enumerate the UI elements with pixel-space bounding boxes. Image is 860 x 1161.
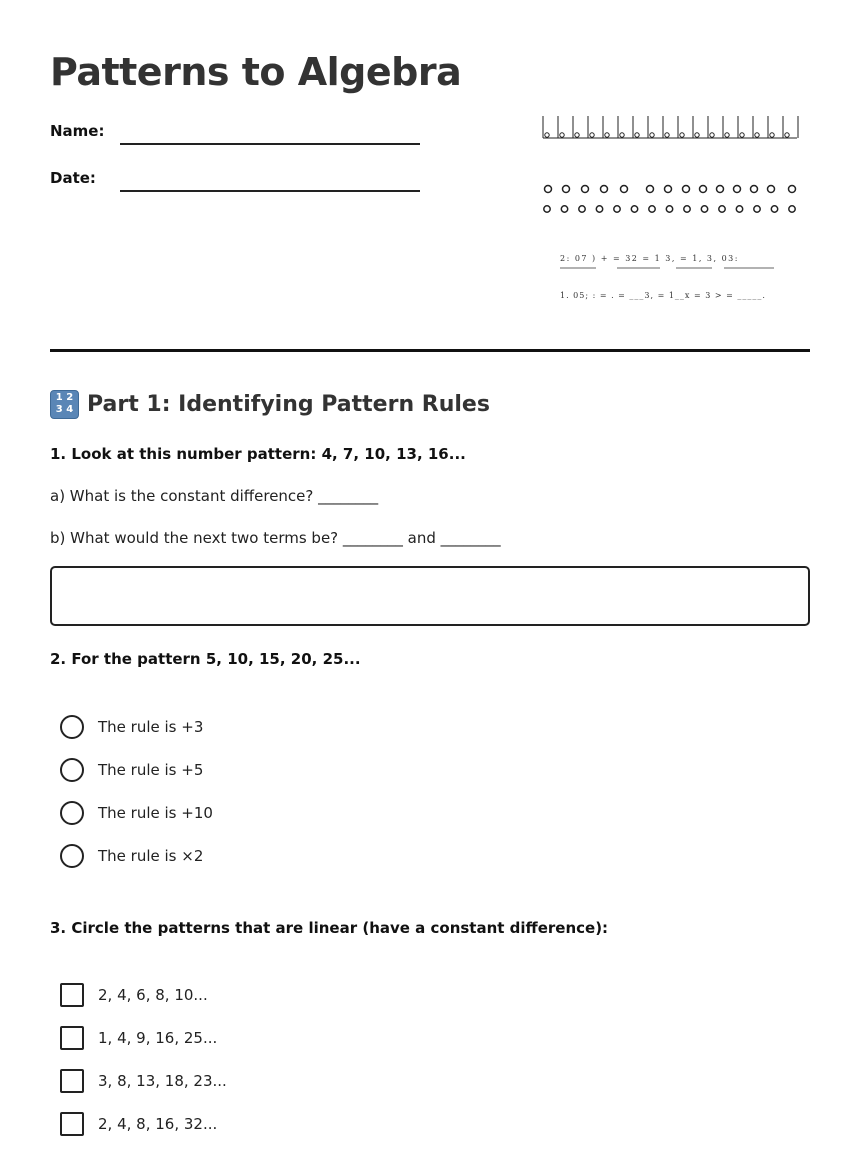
pattern-dot (751, 186, 758, 193)
q1-part-b: b) What would the next two terms be? ________ and ________ (50, 529, 501, 547)
pattern-dot (789, 206, 795, 212)
option-label: 1, 4, 9, 16, 25... (98, 1029, 218, 1047)
pattern-dot (544, 206, 550, 212)
ruler-mark (650, 133, 654, 137)
pattern-dot (771, 206, 777, 212)
q3-title: 3. Circle the patterns that are linear (have a constant difference): (50, 919, 609, 937)
radio-button[interactable] (60, 801, 84, 825)
pattern-dot (545, 186, 552, 193)
ruler-mark (590, 133, 594, 137)
ruler-mark (695, 133, 699, 137)
pattern-dot (596, 206, 602, 212)
option-label: The rule is +5 (98, 761, 204, 779)
dot-row-top (545, 186, 796, 193)
worksheet-title: Patterns to Algebra (50, 50, 462, 94)
option-label: The rule is +3 (98, 718, 204, 736)
q2-option[interactable] (60, 715, 203, 739)
dot-row-bottom (544, 206, 795, 212)
q1-answer-box[interactable] (50, 566, 810, 626)
pattern-dot (563, 186, 570, 193)
name-label: Name: (50, 122, 105, 140)
checkbox[interactable] (60, 1112, 84, 1136)
pattern-dot (717, 186, 724, 193)
option-label: The rule is ×2 (98, 847, 204, 865)
q2-title: 2. For the pattern 5, 10, 15, 20, 25... (50, 650, 361, 668)
pattern-dot (649, 206, 655, 212)
ruler-mark (605, 133, 609, 137)
radio-button[interactable] (60, 715, 84, 739)
pattern-dot (683, 186, 690, 193)
pattern-dot (754, 206, 760, 212)
pattern-dot (700, 186, 707, 193)
equation-line-2: 1. 05; : = . = ___3, = 1__x = 3 > = _____. (560, 291, 766, 300)
pattern-illustration (540, 112, 810, 312)
ruler-mark (740, 133, 744, 137)
ruler-mark (755, 133, 759, 137)
pattern-dot (614, 206, 620, 212)
q3-option[interactable] (60, 1112, 217, 1136)
ruler-mark (680, 133, 684, 137)
radio-button[interactable] (60, 844, 84, 868)
ruler-mark (770, 133, 774, 137)
q2-option[interactable] (60, 758, 203, 782)
ruler-mark (725, 133, 729, 137)
ruler-mark (710, 133, 714, 137)
ruler-mark (620, 133, 624, 137)
equation-line-1: 2: 07 ) + = 32 = 1 3, = 1, 3, 03: (560, 254, 739, 263)
pattern-dot (701, 206, 707, 212)
pattern-dot (736, 206, 742, 212)
option-label: 2, 4, 8, 16, 32... (98, 1115, 218, 1133)
ruler-mark (635, 133, 639, 137)
name-line[interactable] (120, 143, 420, 145)
pattern-dot (789, 186, 796, 193)
pattern-dot (684, 206, 690, 212)
option-label: 3, 8, 13, 18, 23... (98, 1072, 227, 1090)
q1-title: 1. Look at this number pattern: 4, 7, 10, 13, 16... (50, 445, 466, 463)
pattern-dot (631, 206, 637, 212)
option-label: 2, 4, 6, 8, 10... (98, 986, 208, 1004)
pattern-dot (561, 206, 567, 212)
ruler-mark (665, 133, 669, 137)
q2-option[interactable] (60, 801, 213, 825)
pattern-dot (734, 186, 741, 193)
numbers-icon: 1 2 3 4 (50, 390, 79, 419)
q3-option[interactable] (60, 1069, 227, 1093)
checkbox[interactable] (60, 1069, 84, 1093)
pattern-dot (582, 186, 589, 193)
ruler-mark (575, 133, 579, 137)
q3-option[interactable] (60, 1026, 217, 1050)
date-label: Date: (50, 169, 96, 187)
pattern-dot (647, 186, 654, 193)
pattern-dot (665, 186, 672, 193)
part1-heading (50, 390, 490, 419)
q3-option[interactable] (60, 983, 208, 1007)
q2-option[interactable] (60, 844, 203, 868)
pattern-dot (579, 206, 585, 212)
ruler-mark (785, 133, 789, 137)
header-divider (50, 349, 810, 352)
q1-part-a: a) What is the constant difference? ________ (50, 487, 379, 505)
pattern-dot (666, 206, 672, 212)
ruler-mark (560, 133, 564, 137)
checkbox[interactable] (60, 1026, 84, 1050)
pattern-dot (601, 186, 608, 193)
checkbox[interactable] (60, 983, 84, 1007)
pattern-dot (621, 186, 628, 193)
pattern-dot (719, 206, 725, 212)
ruler-mark (545, 133, 549, 137)
radio-button[interactable] (60, 758, 84, 782)
part1-title: Part 1: Identifying Pattern Rules (87, 392, 490, 417)
ruler-strip (543, 116, 798, 138)
option-label: The rule is +10 (98, 804, 213, 822)
date-line[interactable] (120, 190, 420, 192)
pattern-dot (768, 186, 775, 193)
